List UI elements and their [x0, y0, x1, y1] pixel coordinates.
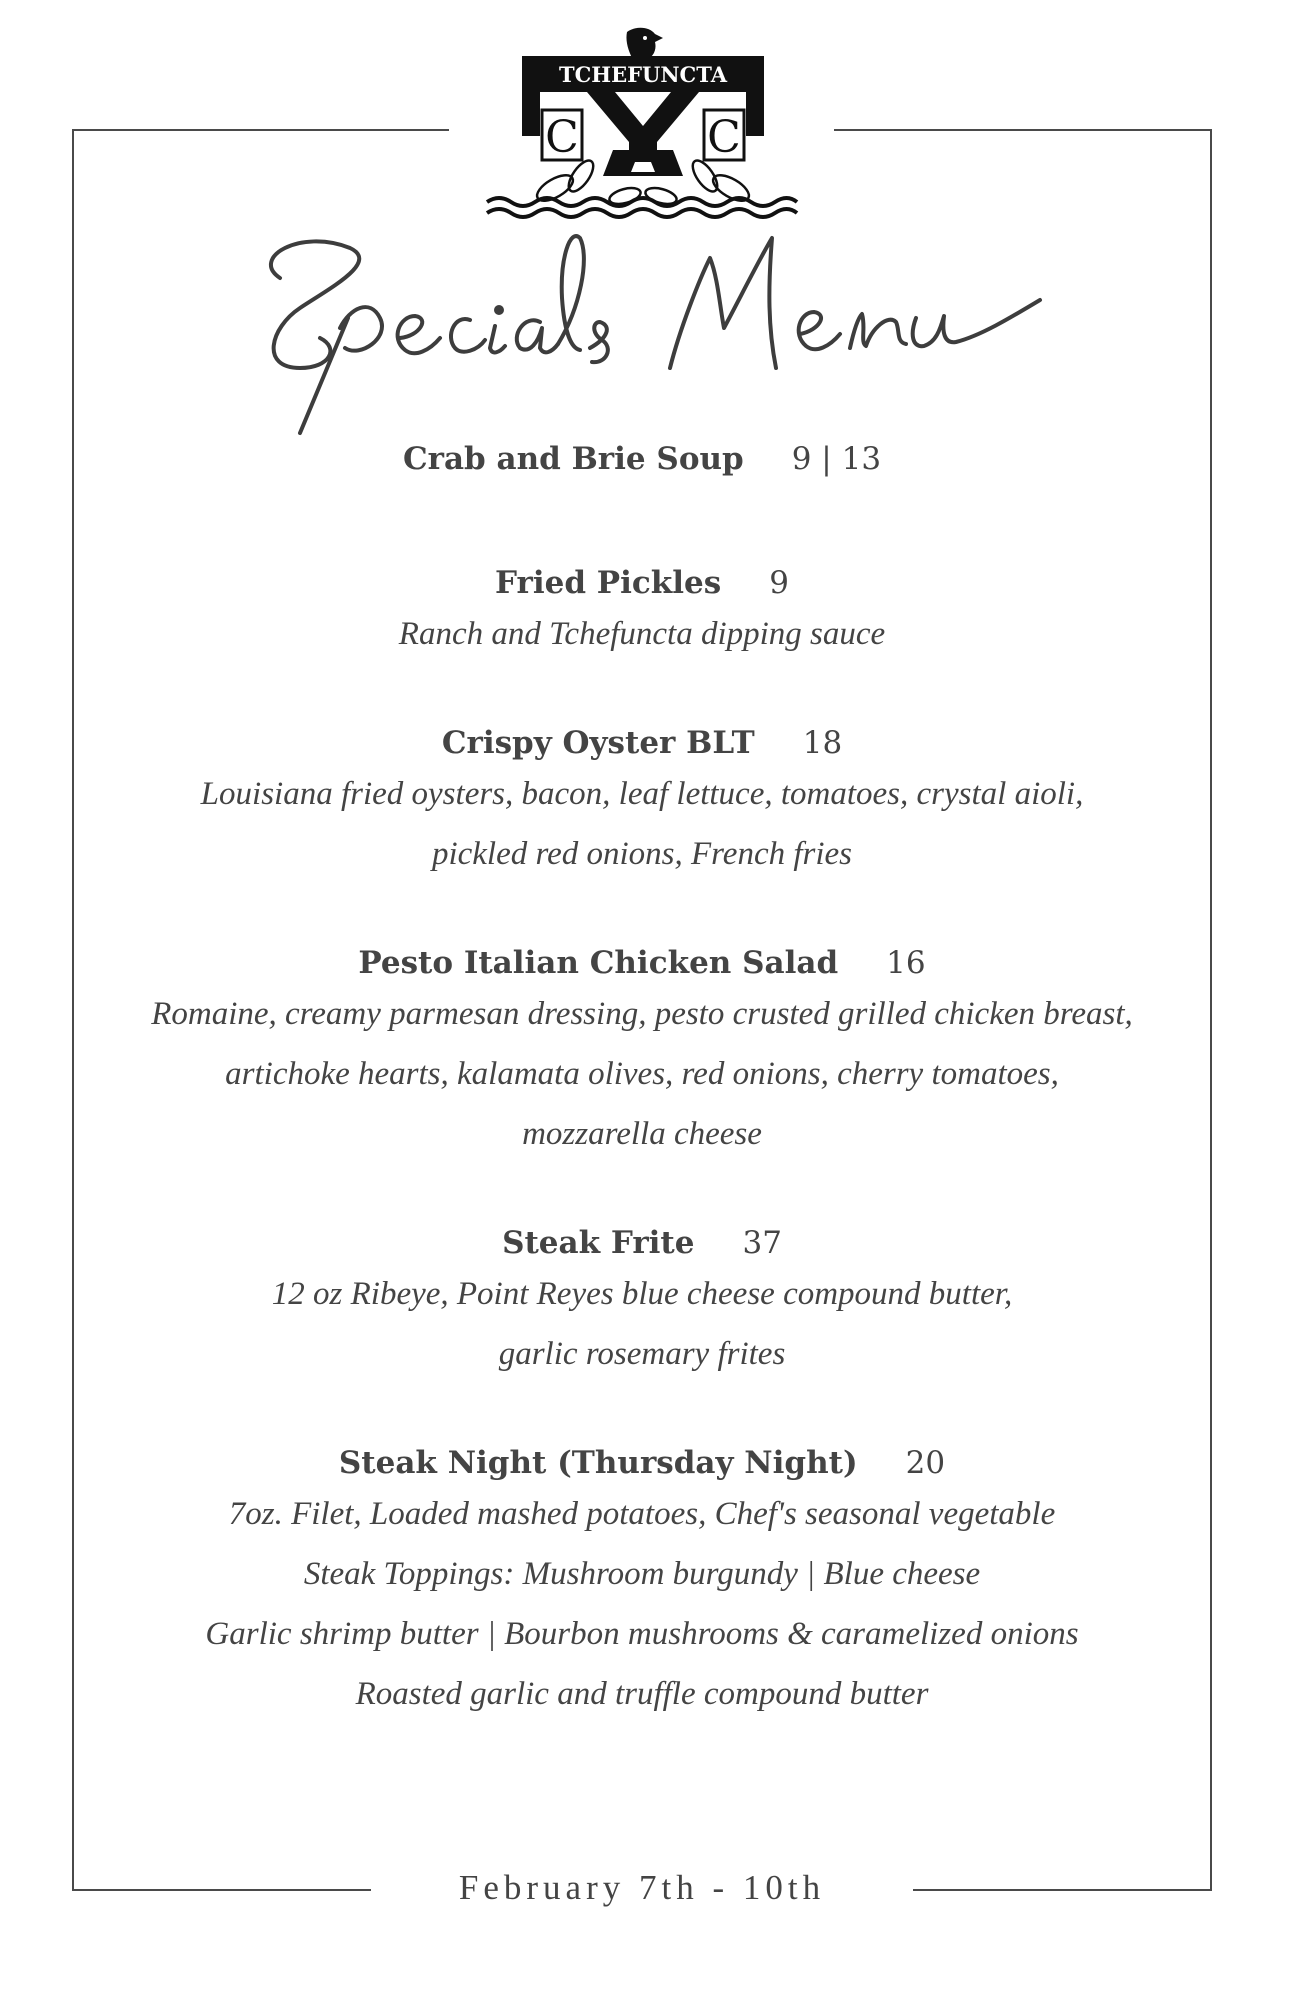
menu-item-description-line: 12 oz Ribeye, Point Reyes blue cheese compound butter, [271, 1276, 1013, 1312]
menu-item-name: Steak Night (Thursday Night) [338, 1445, 858, 1481]
menu-item-heading [74, 722, 1210, 764]
menu-item [74, 722, 1210, 884]
menu-item-heading [74, 438, 1210, 480]
menu-item-description-line: Garlic shrimp butter | Bourbon mushrooms & caramelized onions [205, 1616, 1079, 1652]
menu-item [74, 942, 1210, 1164]
frame-top-left-line [72, 129, 449, 131]
menu-item-description-line: Louisiana fried oysters, bacon, leaf lettuce, tomatoes, crystal aioli, [200, 776, 1084, 812]
menu-item-price: 9 | 13 [791, 441, 882, 477]
tchefuncta-logo [485, 26, 799, 222]
menu-item-description-line: artichoke hearts, kalamata olives, red onions, cherry tomatoes, [225, 1056, 1059, 1092]
frame-top-right-line [834, 129, 1212, 131]
page-title [240, 218, 1060, 438]
menu-item-price: 37 [742, 1225, 782, 1261]
menu-item-heading [74, 942, 1210, 984]
menu-item-price: 16 [886, 945, 926, 981]
menu-item-name: Steak Frite [502, 1225, 695, 1261]
menu-item-description-line: Romaine, creamy parmesan dressing, pesto crusted grilled chicken breast, [151, 996, 1133, 1032]
item-spacer [74, 664, 1210, 722]
item-spacer [74, 480, 1210, 562]
menu-item-description-line: mozzarella cheese [522, 1116, 762, 1152]
frame-bottom-right-line [913, 1889, 1212, 1891]
menu-item-heading [74, 562, 1210, 604]
frame-bottom-left-line [72, 1889, 371, 1891]
menu-item-name: Fried Pickles [495, 565, 722, 601]
frame-right-line [1210, 129, 1212, 1891]
menu-item-price: 20 [905, 1445, 946, 1481]
svg-text:C: C [707, 112, 741, 163]
item-spacer [74, 1384, 1210, 1442]
menu-item-description-line: Roasted garlic and truffle compound butter [355, 1676, 929, 1712]
menu-item-description-line: garlic rosemary frites [498, 1336, 786, 1372]
item-spacer [74, 884, 1210, 942]
menu-list [74, 438, 1210, 1724]
menu-item-name: Crab and Brie Soup [402, 441, 744, 477]
menu-item-name: Crispy Oyster BLT [441, 725, 755, 761]
menu-item [74, 1222, 1210, 1384]
menu-item [74, 1442, 1210, 1724]
logo-wordmark: TCHEFUNCTA [558, 62, 728, 87]
menu-item-heading [74, 1442, 1210, 1484]
menu-item-description-line: Ranch and Tchefuncta dipping sauce [398, 616, 886, 652]
item-spacer [74, 1164, 1210, 1222]
menu-item-heading [74, 1222, 1210, 1264]
menu-item-description-line: pickled red onions, French fries [431, 836, 853, 872]
menu-item [74, 562, 1210, 664]
menu-item-description-line: 7oz. Filet, Loaded mashed potatoes, Chef's seasonal vegetable [228, 1496, 1056, 1532]
menu-item-price: 18 [802, 725, 843, 761]
menu-item [74, 438, 1210, 480]
menu-item-description-line: Steak Toppings: Mushroom burgundy | Blue cheese [303, 1556, 981, 1592]
svg-text:C: C [545, 112, 579, 163]
menu-item-name: Pesto Italian Chicken Salad [358, 945, 839, 981]
menu-item-price: 9 [769, 565, 789, 601]
date-range: February 7th - 10th [458, 1868, 826, 1907]
